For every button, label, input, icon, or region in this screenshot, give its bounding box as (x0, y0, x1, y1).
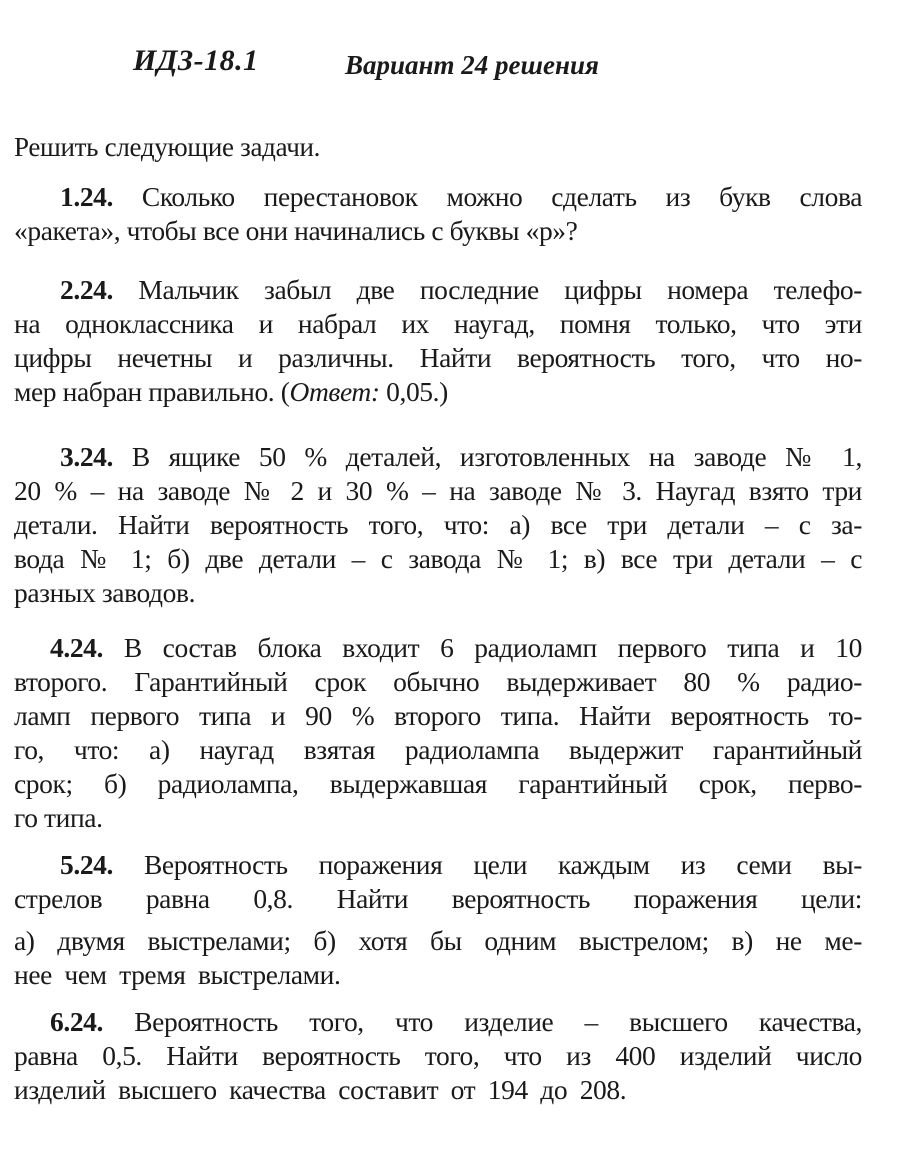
problem-number: 1.24. (60, 181, 114, 212)
problem-line: детали. Найти вероятность того, что: а) все три детали – с за- (14, 509, 862, 540)
problem-number: 5.24. (60, 849, 114, 880)
problem-line: вода № 1; б) две детали – с завода № 1; в) все три детали – с (14, 543, 862, 574)
problem-line: а) двумя выстрелами; б) хотя бы одним выстрелом; в) не ме- (14, 925, 862, 956)
problem-line: 20 % – на заводе № 2 и 30 % – на заводе № 3. Наугад взято три (14, 475, 862, 506)
problem-1 (14, 180, 862, 248)
problem-line: го, что: а) наугад взятая радиолампа выдержит гарантийный (14, 734, 862, 765)
problem-line: 1.24. Сколько перестановок можно сделать из букв слова (60, 181, 862, 212)
problem-line: равна 0,5. Найти вероятность того, что из 400 изделий число (14, 1040, 862, 1071)
problem-line: 4.24. В состав блока входит 6 радиоламп первого типа и 10 (50, 632, 862, 663)
problem-5 (14, 848, 862, 992)
problem-number: 6.24. (50, 1006, 104, 1037)
problem-line: «ракета», чтобы все они начинались с буквы «р»? (14, 215, 578, 246)
problem-line: изделий высшего качества составит от 194 до 208. (14, 1074, 627, 1105)
assignment-code: ИДЗ-18.1 (133, 44, 259, 77)
problem-line: цифры нечетны и различны. Найти вероятность того, что но- (14, 342, 862, 373)
problem-line: го типа. (14, 802, 103, 833)
problem-line: 5.24. Вероятность поражения цели каждым из семи вы- (60, 849, 862, 880)
problem-number: 2.24. (60, 274, 114, 305)
problem-number: 4.24. (50, 632, 104, 663)
problem-line: на одноклассника и набрал их наугад, помня только, что эти (14, 308, 862, 339)
problem-2 (14, 273, 862, 409)
problem-line: стрелов равна 0,8. Найти вероятность поражения цели: (14, 883, 862, 914)
answer-label: Ответ: (289, 376, 380, 407)
problem-4 (14, 631, 862, 835)
problem-line: срок; б) радиолампа, выдержавшая гарантийный срок, перво- (14, 768, 862, 799)
document-header (0, 44, 910, 84)
instructions: Решить следующие задачи. (14, 132, 321, 162)
answer-value: 0,05.) (379, 376, 448, 407)
problem-line: 2.24. Мальчик забыл две последние цифры номера телефо- (60, 274, 862, 305)
problem-line: второго. Гарантийный срок обычно выдерживает 80 % радио- (14, 666, 862, 697)
problem-line: разных заводов. (14, 577, 196, 608)
problem-3 (14, 440, 862, 610)
problem-line: 3.24. В ящике 50 % деталей, изготовленных на заводе № 1, (60, 441, 862, 472)
problem-line: ламп первого типа и 90 % второго типа. Найти вероятность то- (14, 700, 862, 731)
problem-line: 6.24. Вероятность того, что изделие – высшего качества, (50, 1006, 862, 1037)
problem-line: мер набран правильно. (Ответ: 0,05.) (14, 376, 448, 407)
variant-title: Вариант 24 решения (345, 50, 599, 80)
problem-line: нее чем тремя выстрелами. (14, 959, 341, 990)
problem-6 (14, 1005, 862, 1107)
problem-number: 3.24. (60, 441, 114, 472)
